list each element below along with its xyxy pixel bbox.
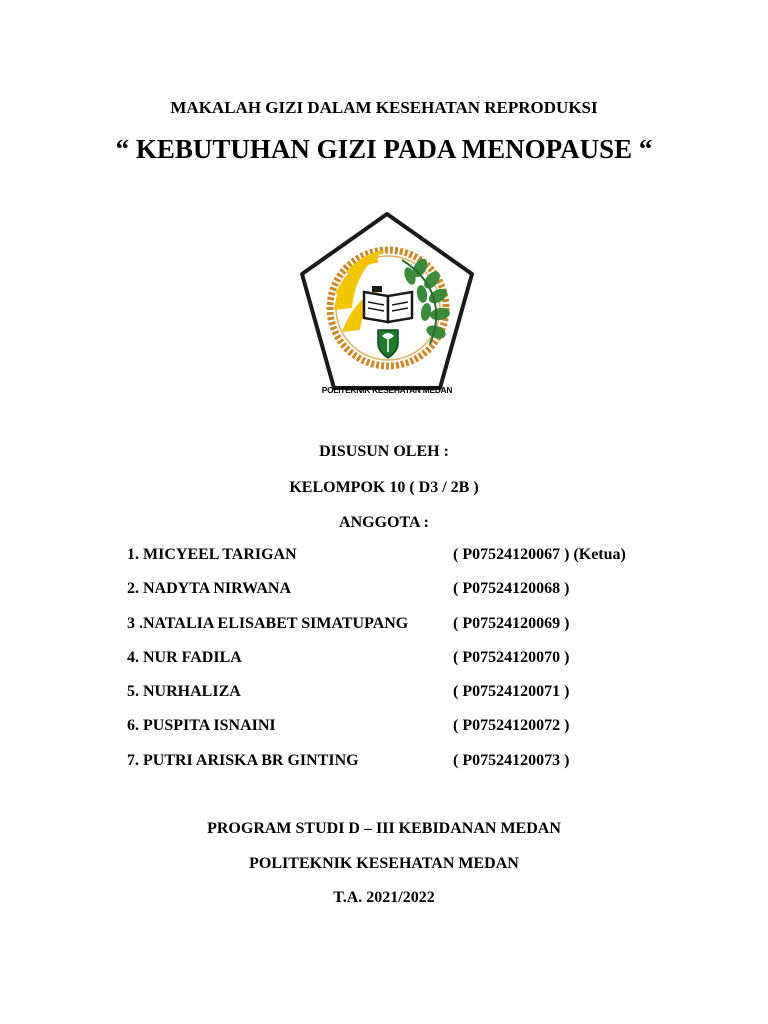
document-title: “ KEBUTUHAN GIZI PADA MENOPAUSE “	[115, 134, 653, 164]
member-name: 4. NUR FADILA	[127, 648, 242, 666]
document-subtitle: MAKALAH GIZI DALAM KESEHATAN REPRODUKSI	[170, 98, 598, 117]
member-name: 7. PUTRI ARISKA BR GINTING	[127, 751, 359, 769]
member-nim: ( P07524120070 )	[453, 648, 570, 666]
member-name: 6. PUSPITA ISNAINI	[127, 717, 276, 735]
study-program: PROGRAM STUDI D – III KEBIDANAN MEDAN	[207, 820, 561, 837]
institution-name: POLITEKNIK KESEHATAN MEDAN	[249, 855, 519, 872]
members-heading: ANGGOTA :	[339, 514, 429, 531]
member-nim: ( P07524120068 )	[453, 580, 570, 598]
list-item	[127, 615, 687, 649]
member-name: 1. MICYEEL TARIGAN	[127, 546, 297, 563]
academic-year: T.A. 2021/2022	[333, 889, 435, 906]
poltekkes-medan-logo	[298, 210, 476, 400]
member-nim: ( P07524120071 )	[453, 683, 570, 701]
member-nim: ( P07524120069 )	[453, 614, 570, 632]
list-item	[127, 717, 687, 751]
member-list	[127, 546, 687, 786]
list-item	[127, 546, 687, 580]
list-item	[127, 752, 687, 786]
logo-caption: POLITEKNIK KESEHATAN MEDAN	[321, 385, 453, 395]
member-nim: ( P07524120073 )	[453, 751, 570, 769]
compiled-by-label: DISUSUN OLEH :	[319, 443, 449, 460]
member-name: 2. NADYTA NIRWANA	[127, 580, 292, 598]
member-name: 3 .NATALIA ELISABET SIMATUPANG	[127, 614, 409, 632]
list-item	[127, 683, 687, 717]
list-item	[127, 580, 687, 614]
member-name: 5. NURHALIZA	[127, 683, 241, 701]
list-item	[127, 649, 687, 683]
group-label: KELOMPOK 10 ( D3 / 2B )	[289, 479, 479, 496]
member-nim: ( P07524120067 ) (Ketua)	[453, 546, 626, 563]
member-nim: ( P07524120072 )	[453, 717, 570, 735]
